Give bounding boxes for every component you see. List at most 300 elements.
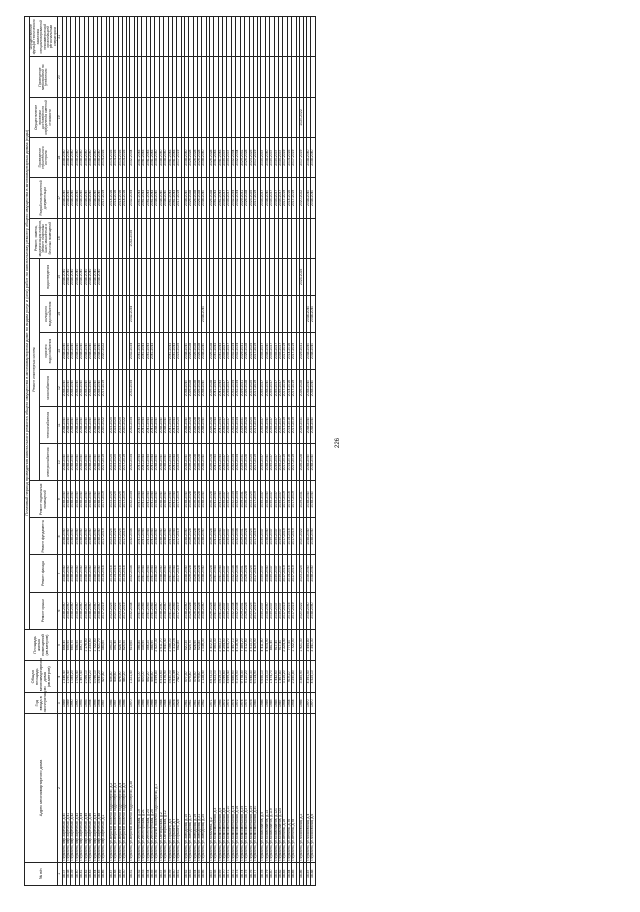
row-period: 2026-2028 [198,332,202,369]
row-residential-area: 335,90 [142,629,146,661]
row-period: 2038-2040 [80,518,84,555]
row-residential-area: 2 640,40 [164,629,168,661]
row-period: 2023-2025 [118,444,122,481]
row-address: г.Фрязино, ул.Космонавтов, д.119 [270,714,274,862]
row-period: 2032-2034 [236,178,240,218]
row-period: 2032-2034 [236,407,240,444]
row-address: г.Фрязино, ул.Ленина, д.16 [283,714,287,862]
row-period: 2029-2031 [240,518,244,555]
row-period: 2017-2019 [253,518,257,555]
row-period: 2038-2040 [80,138,84,178]
row-period: 2038-2040 [75,370,79,407]
column-number: 21 [58,17,62,58]
row-period: 2020-2022 [102,332,106,369]
row-period: 2041-2043 [173,555,177,592]
row-no: 38.86 [299,862,303,885]
row-year: 1946 [118,693,122,714]
row-period: 2038-2040 [159,178,163,218]
row-period: 2035-2037 [274,555,278,592]
row-total-area: 4 686,60 [231,661,235,693]
row-period: 2017-2019 [102,481,106,518]
row-period: 2038-2040 [306,295,310,332]
row-period: 2041-2043 [218,481,222,518]
row-period: 2032-2034 [231,481,235,518]
row-address: г.Фрязино, ул.Институтская, д.21 [142,714,146,862]
row-period: 2035-2037 [278,518,282,555]
row-period: 2038-2040 [311,592,315,629]
row-period: 2041-2043 [142,444,146,481]
row-period: 2038-2040 [306,332,310,369]
row-period: 2014-2016 [109,555,113,592]
row-period: 2026-2028 [299,444,303,481]
row-period: 2041-2043 [146,592,150,629]
row-year: 1995 [93,693,97,714]
row-period: 2038-2040 [75,258,79,295]
row-period: 2038-2040 [202,295,206,332]
row-total-area: 3 640,20 [97,661,101,693]
row-period: 2014-2016 [118,178,122,218]
row-period: 2035-2037 [223,555,227,592]
row-period: 2041-2043 [150,444,154,481]
row-total-area: 434,60 [114,661,118,693]
column-number: 8 [58,518,62,555]
header-utilities: Ремонт инженерных систем [30,258,40,480]
row-period: 2038-2040 [67,481,71,518]
column-number: 11 [58,407,62,444]
row-period: 2035-2037 [278,481,282,518]
column-number: 4 [58,661,62,693]
row-period: 2026-2028 [209,555,213,592]
row-period: 2014-2016 [102,555,106,592]
row-period: 2026-2028 [245,407,249,444]
row-period: 2026-2028 [189,407,193,444]
row-period: 2038-2040 [184,481,188,518]
row-period: 2014-2016 [118,555,122,592]
column-number: 6 [58,592,62,629]
row-period: 2038-2040 [75,481,79,518]
row-period: 2035-2037 [261,444,265,481]
row-no: 38.78 [261,862,265,885]
row-period: 2035-2037 [227,592,231,629]
row-period: 2035-2037 [223,370,227,407]
row-period: 2038-2040 [84,332,88,369]
row-address: г.Фрязино, мкр.Заречный, д.41 [67,714,71,862]
row-no: 38.79 [265,862,269,885]
row-residential-area: 525,70 [189,629,193,661]
row-period: 2014-2016 [122,178,126,218]
row-period: 2026-2028 [198,407,202,444]
row-period: 2038-2040 [89,592,93,629]
row-total-area: 2 250,80 [292,661,296,693]
row-no: 38.50 [122,862,126,885]
row-address: г.Фрязино, мкр.Заречный, д.47 [93,714,97,862]
row-address: г.Фрязино, ул.Космонавтов, д.5 [261,714,265,862]
row-address: г.Фрязино, ул.Комсомольская, д.30 [253,714,257,862]
row-address: г.Фрязино, ул.Октябрьская, д.12 [164,714,168,862]
row-period: 2038-2040 [75,407,79,444]
row-total-area: 2 093,20 [89,661,93,693]
row-total-area: 5 099,60 [223,661,227,693]
row-total-area: 1 221,40 [130,661,134,693]
row-period: 2032-2034 [130,555,134,592]
header-no: № п/п [25,862,58,885]
row-address: г.Фрязино, ул.Комсомольская, д.25 [240,714,244,862]
row-year: 1984 [159,693,163,714]
row-period: 2026-2028 [198,592,202,629]
row-period: 2038-2040 [84,592,88,629]
row-period: 2041-2043 [146,481,150,518]
row-period: 2038-2040 [80,178,84,218]
row-period: 2041-2043 [168,407,172,444]
row-period: 2038-2040 [62,407,66,444]
row-total-area: 480,20 [122,661,126,693]
row-period: 2038-2040 [62,481,66,518]
row-period: 2017-2019 [122,518,126,555]
row-period: 2038-2040 [184,332,188,369]
row-no: 38.40 [75,862,79,885]
row-period: 2026-2028 [209,444,213,481]
row-period: 2038-2040 [89,518,93,555]
row-total-area: 579,60 [198,661,202,693]
row-period: 2041-2043 [173,518,177,555]
row-residential-area: 3 513,00 [249,629,253,661]
row-period: 2038-2040 [62,138,66,178]
row-period: 2038-2040 [155,444,159,481]
rotated-sheet [24,16,614,886]
row-address: г.Фрязино, ул.Горького, д.9 [177,714,181,862]
row-total-area: 3 096,10 [93,661,97,693]
row-period: 2041-2043 [146,332,150,369]
column-number: 19 [58,97,62,137]
row-no: 38.67 [209,862,213,885]
row-period: 2038-2040 [62,444,66,481]
row-period: 2026-2028 [198,370,202,407]
row-total-area: 5 109,50 [236,661,240,693]
row-year: 1989 [67,693,71,714]
row-period: 2029-2031 [240,481,244,518]
row-period: 2014-2016 [287,444,291,481]
row-period: 2041-2043 [168,178,172,218]
row-period: 2041-2043 [150,178,154,218]
column-number: 14 [58,295,62,332]
row-period: 2035-2037 [278,178,282,218]
row-residential-area: 917,40 [278,629,282,661]
row-period: 2017-2019 [292,444,296,481]
row-year: 1990 [71,693,75,714]
row-residential-area: 2 620,30 [155,629,159,661]
row-no: 38.63 [189,862,193,885]
header-total-area: Общая площадь многоквартирного дома (кв.метров) [25,661,58,693]
row-year: 1928 [177,693,181,714]
row-residential-area: 3 404,70 [227,629,231,661]
row-residential-area: 428,70 [118,629,122,661]
row-period: 2035-2037 [261,481,265,518]
row-no: 38.75 [245,862,249,885]
row-total-area: 1 090,40 [67,661,71,693]
row-year: 1966 [214,693,218,714]
row-period: 2041-2043 [214,332,218,369]
row-period: 2041-2043 [214,444,218,481]
row-period: 2038-2040 [311,481,315,518]
header-year: Год ввода в эксплуатацию [25,693,58,714]
row-no: 38.83 [283,862,287,885]
row-residential-area: 4 254,50 [223,629,227,661]
row-period: 2038-2040 [84,258,88,295]
row-period: 2038-2040 [97,178,101,218]
row-no: 38.45 [97,862,101,885]
row-period: 2026-2028 [245,592,249,629]
row-no: 38.47 [109,862,113,885]
row-period: 2041-2043 [146,444,150,481]
row-period: 2032-2034 [130,444,134,481]
row-period: 2017-2019 [102,518,106,555]
row-period: 2014-2016 [287,481,291,518]
row-residential-area: 425,50 [122,629,126,661]
row-period: 2038-2040 [184,370,188,407]
row-period: 2017-2019 [292,370,296,407]
row-residential-area: 656,50 [75,629,79,661]
row-period: 2026-2028 [209,592,213,629]
row-residential-area: 777,50 [287,629,291,661]
row-period: 2038-2040 [164,138,168,178]
row-period: 2017-2019 [283,370,287,407]
row-period: 2038-2040 [155,555,159,592]
row-year: 1994 [89,693,93,714]
column-number: 1 [58,862,62,885]
header-survey: Осуществление проверки достоверности определения сметной стоимости [30,97,58,137]
row-period: 2023-2025 [299,258,303,295]
row-residential-area: 844,40 [62,629,66,661]
row-period: 2026-2028 [245,555,249,592]
row-address: г.Фрязино, ул.Нижний поселок Гидроэнергии, д.1 [155,714,159,862]
row-period: 2032-2034 [236,592,240,629]
row-period: 2038-2040 [306,407,310,444]
row-period: 2035-2037 [274,138,278,178]
row-period: 2041-2043 [137,592,141,629]
row-address: г.Фрязино, ул.Верхний поселок Гидроэнергии, д.2 [109,714,113,862]
row-period: 2017-2019 [292,407,296,444]
row-period: 2038-2040 [67,592,71,629]
row-period: 2038-2040 [75,138,79,178]
row-period: 2032-2034 [130,332,134,369]
row-period: 2038-2040 [80,370,84,407]
header-hot-water: горячего водоснабжения [40,332,58,369]
row-residential-area: 3 444,80 [306,629,310,661]
column-number: 17 [58,178,62,218]
row-period: 2029-2031 [240,555,244,592]
row-residential-area: 524,90 [193,629,197,661]
row-no: 38.37 [62,862,66,885]
row-period: 2023-2025 [249,138,253,178]
row-period: 2032-2034 [231,407,235,444]
row-period [311,97,315,137]
row-period: 2023-2025 [249,332,253,369]
row-period: 2041-2043 [146,555,150,592]
row-no: 38.42 [84,862,88,885]
row-period: 2026-2028 [193,592,197,629]
row-year: 1946 [122,693,126,714]
row-period: 2023-2025 [299,555,303,592]
row-no: 38.85 [292,862,296,885]
column-number: 2 [58,714,62,862]
row-total-area: 1 467,40 [80,661,84,693]
row-period: 2041-2043 [142,138,146,178]
row-period: 2035-2037 [274,178,278,218]
row-total-area: 577,30 [184,661,188,693]
row-period: 2017-2019 [253,370,257,407]
column-number: 13 [58,332,62,369]
row-address: г.Фрязино, ул.Комсомольская, д.5 [218,714,222,862]
row-period: 2038-2040 [67,332,71,369]
row-period: 2020-2022 [122,407,126,444]
row-period: 2041-2043 [137,518,141,555]
row-year: 1983 [253,693,257,714]
row-period: 2035-2037 [274,481,278,518]
row-period [311,258,315,295]
row-period: 2041-2043 [142,555,146,592]
row-period: 2038-2040 [80,444,84,481]
row-total-area: 476,90 [118,661,122,693]
row-period: 2026-2028 [193,138,197,178]
row-period: 2038-2040 [84,444,88,481]
row-period: 2041-2043 [214,555,218,592]
row-period: 2026-2028 [209,178,213,218]
row-period: 2020-2022 [102,407,106,444]
row-period: 2023-2025 [109,481,113,518]
header-heat: теплоснабжения [40,407,58,444]
row-period: 2038-2040 [155,592,159,629]
row-period: 2026-2028 [193,481,197,518]
row-period: 2038-2040 [62,592,66,629]
row-period: 2038-2040 [184,178,188,218]
row-period: 2038-2040 [265,555,269,592]
row-address: г.Фрязино, ул.Космонавтов, д.123 [278,714,282,862]
row-period: 2038-2040 [265,518,269,555]
row-period: 2038-2040 [75,555,79,592]
column-number: 3 [58,693,62,714]
row-no: 38.64 [193,862,197,885]
row-address: г.Фрязино, ул.Комсомольская, д.8 [223,714,227,862]
row-total-area: 2 066,10 [84,661,88,693]
row-residential-area: 523,80 [198,629,202,661]
row-period: 2038-2040 [306,555,310,592]
row-period: 2038-2040 [71,481,75,518]
page-number: 226 [335,437,342,449]
row-total-area: 4 699,40 [227,661,231,693]
row-period: 2038-2040 [306,592,310,629]
row-period: 2041-2043 [150,555,154,592]
row-period: 2023-2025 [109,444,113,481]
row-period: 2026-2028 [245,138,249,178]
row-year: 1986 [261,693,265,714]
row-period: 2038-2040 [84,407,88,444]
row-period: 2026-2028 [198,178,202,218]
row-period: 2038-2040 [93,370,97,407]
row-period: 2038-2040 [184,592,188,629]
row-period: 2023-2025 [114,407,118,444]
row-residential-area: 4 429,90 [253,629,257,661]
row-total-area: 3 630,00 [168,661,172,693]
row-year: 1983 [168,693,172,714]
row-no: 38.82 [278,862,282,885]
row-period: 2038-2040 [71,444,75,481]
row-period: 2038-2040 [80,258,84,295]
row-period: 2038-2040 [89,555,93,592]
row-period: 2017-2019 [102,178,106,218]
row-year: 1990 [75,693,79,714]
row-period: 2041-2043 [173,138,177,178]
row-period: 2038-2040 [311,138,315,178]
row-year: 1987 [278,693,282,714]
row-period: 2035-2037 [278,407,282,444]
row-period: 2023-2025 [118,518,122,555]
row-period: 2035-2037 [274,592,278,629]
row-period: 2038-2040 [202,138,206,178]
row-year: 1989 [62,693,66,714]
row-period: 2038-2040 [67,555,71,592]
row-year: 1961 [193,693,197,714]
row-period [311,218,315,258]
row-residential-area: 4 411,60 [261,629,265,661]
row-no: 38.49 [118,862,122,885]
row-no: 38.88 [311,862,315,885]
column-number: 12 [58,370,62,407]
table-row [311,17,315,886]
row-period: 2038-2040 [155,138,159,178]
row-period: 2038-2040 [84,481,88,518]
row-period: 2014-2016 [114,178,118,218]
row-year: 1966 [146,693,150,714]
row-total-area: 1 128,40 [202,661,206,693]
row-total-area: 1 085,20 [71,661,75,693]
row-period: 2041-2043 [142,407,146,444]
header-main-title: Плановый период проведения капитального ремонта общего имущества в многоквартирном доме по видам услуг и (или) работ по капитальному ремонту общего имущества в многоквартирных домах (годы) [25,17,30,630]
row-year: 1972 [223,693,227,714]
row-residential-area: 1 233,60 [89,629,93,661]
row-period: 2017-2019 [177,592,181,629]
row-period: 2041-2043 [218,555,222,592]
row-period: 2038-2040 [75,332,79,369]
row-period: 2026-2028 [189,444,193,481]
row-period: 2026-2028 [209,370,213,407]
row-period: 2041-2043 [146,518,150,555]
row-period: 2038-2040 [80,592,84,629]
row-period: 2038-2040 [75,518,79,555]
row-period: 2035-2037 [223,332,227,369]
row-period: 2038-2040 [311,332,315,369]
row-period: 2035-2037 [223,138,227,178]
row-period: 2023-2025 [114,518,118,555]
row-period: 2041-2043 [137,178,141,218]
column-number: 18 [58,138,62,178]
row-period: 2035-2037 [223,407,227,444]
header-address: Адрес многоквартирного дома [25,714,58,862]
row-period: 2017-2019 [283,407,287,444]
row-total-area: 1 442,60 [274,661,278,693]
row-period: 2026-2028 [193,332,197,369]
row-total-area: 4 525,10 [311,661,315,693]
row-year: 1975 [245,693,249,714]
row-period: 2041-2043 [150,481,154,518]
row-period: 2038-2040 [202,592,206,629]
row-period: 2038-2040 [97,138,101,178]
row-period: 2029-2031 [240,407,244,444]
row-total-area: 400,00 [142,661,146,693]
row-period: 2038-2040 [184,518,188,555]
row-period: 2038-2040 [265,444,269,481]
row-period: 2023-2025 [118,481,122,518]
row-residential-area: 1 722,50 [292,629,296,661]
